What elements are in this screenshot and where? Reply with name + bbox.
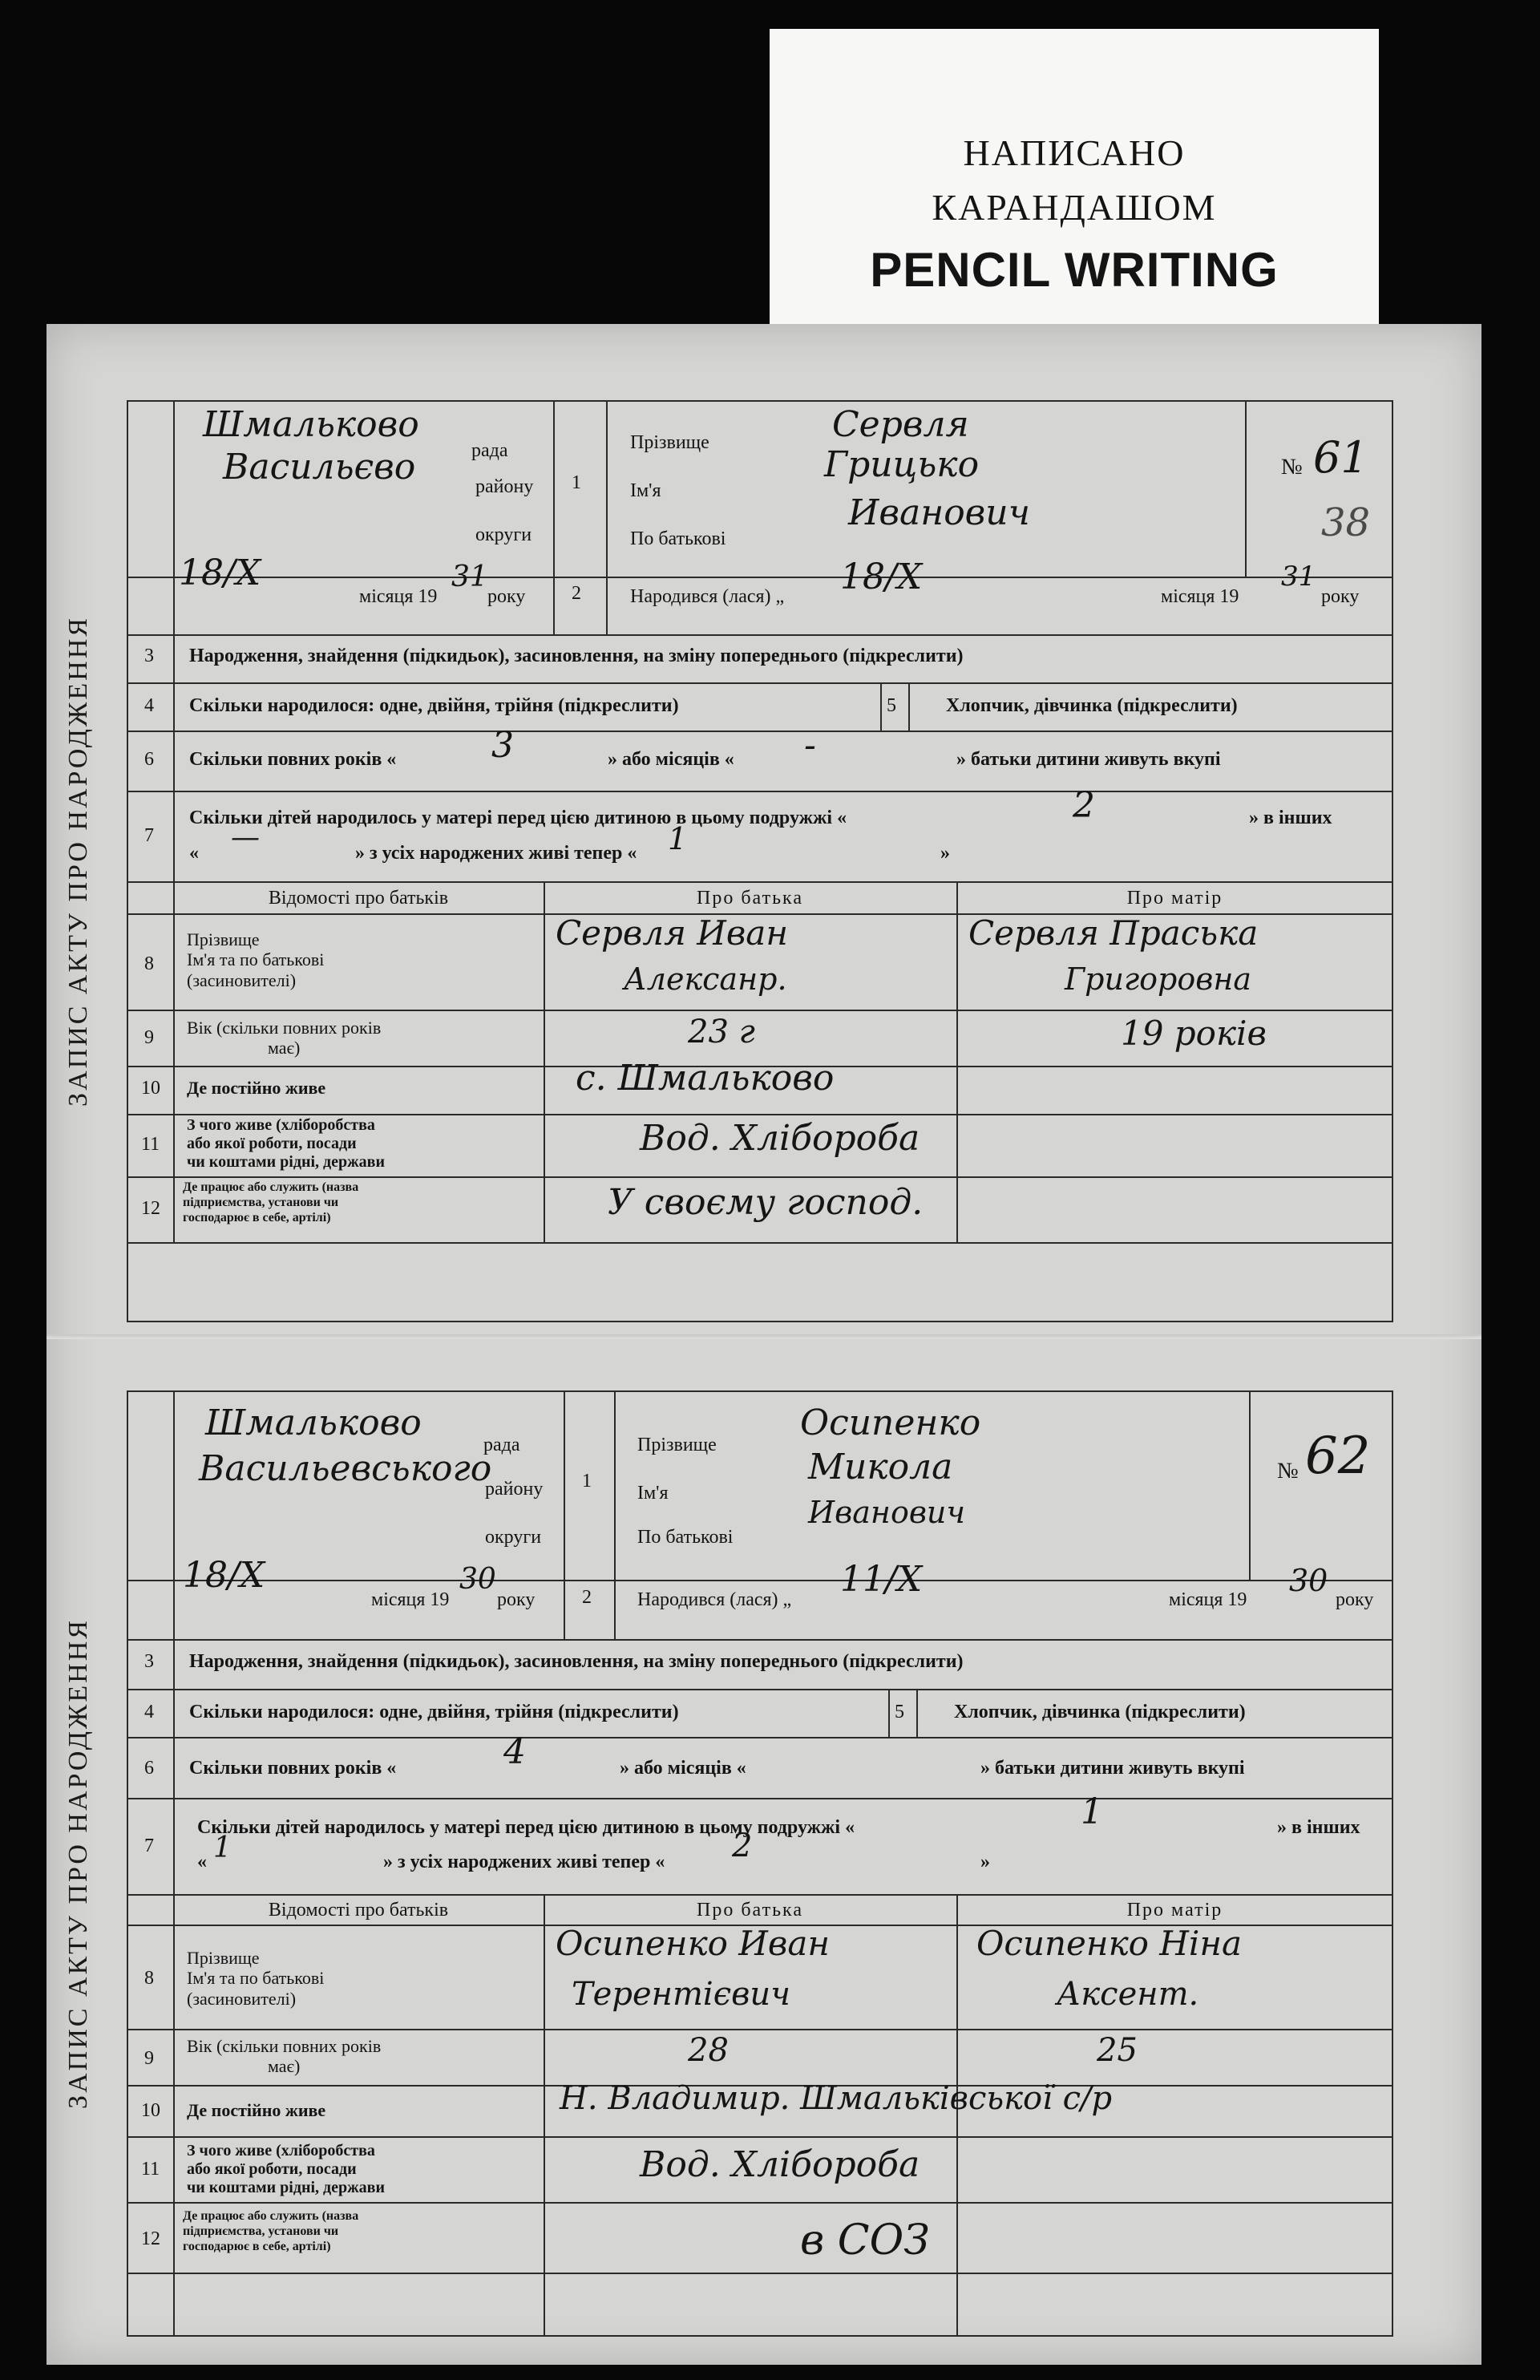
- row-num-7: 7: [144, 1836, 154, 1856]
- row3-text: Народження, знайдення (підкидьок), засиновлення, на зміну попереднього (підкреслити): [189, 646, 964, 666]
- row12-label: Де працює або служить (назва підприємства, установи чи господарює в себе, артілі): [183, 2209, 359, 2254]
- row6-b: » або місяців «: [608, 749, 734, 770]
- row10-label: Де постійно живе: [187, 1078, 326, 1098]
- name-label: Ім'я: [630, 480, 661, 501]
- row-num-4: 4: [144, 1702, 154, 1722]
- hw-mother-name-2: Аксент.: [1057, 1976, 1199, 2013]
- hw-father-name-2: Алексанр.: [624, 961, 787, 997]
- hw-residence: Н. Владимир. Шмальківської с/р: [560, 2080, 1113, 2117]
- row-num-6: 6: [144, 749, 154, 770]
- row7-d: » з усіх народжених живі тепер «: [355, 843, 637, 864]
- row-num-11: 11: [141, 2159, 160, 2180]
- hw-surname: Осипенко: [800, 1402, 981, 1443]
- hw-date: 18/X: [179, 552, 261, 593]
- hw-surname: Сервля: [832, 404, 969, 445]
- birth-record-61: [63, 400, 1393, 1322]
- row7-d: » з усіх народжених живі тепер «: [383, 1852, 665, 1872]
- birth-record-62: [63, 1390, 1393, 2337]
- row3-text: Народження, знайдення (підкидьок), засиновлення, на зміну попереднього (підкреслити): [189, 1651, 964, 1672]
- hw-raion: Васильевського: [199, 1448, 492, 1489]
- patronymic-label: По батькові: [630, 528, 726, 549]
- row9-label: Вік (скільки повних років має): [187, 1018, 382, 1058]
- document-sheet: [46, 324, 1481, 2365]
- hw-months: -: [804, 725, 816, 766]
- pencil-writing-label: [770, 29, 1379, 334]
- hw-name: Грицько: [824, 444, 980, 485]
- col-father-header: Про батька: [697, 888, 803, 909]
- raion-label: району: [485, 1479, 544, 1500]
- hw-born-day: 11/X: [840, 1559, 923, 1600]
- hw-living: Вод. Хлібороба: [640, 2144, 920, 2185]
- row7-e: »: [980, 1852, 990, 1872]
- hw-rada: Шмальково: [205, 1402, 422, 1443]
- hw-work: в СОЗ: [800, 2216, 930, 2265]
- year-label: року: [497, 1589, 536, 1610]
- raion-label: району: [475, 476, 534, 497]
- year-label: року: [487, 586, 526, 607]
- hw-patronymic: Иванович: [848, 492, 1031, 533]
- hw-children-other: 1: [213, 1832, 232, 1864]
- page-crease: [46, 1334, 1481, 1339]
- row7-c: «: [197, 1852, 207, 1872]
- row-num-9: 9: [144, 1027, 154, 1048]
- hw-rada: Шмальково: [203, 404, 419, 445]
- hw-children-before: 2: [1073, 785, 1095, 826]
- row-num-1: 1: [572, 472, 581, 493]
- row-num-4: 4: [144, 695, 154, 716]
- surname-label: Прізвище: [637, 1435, 717, 1455]
- row-num-11: 11: [141, 1134, 160, 1155]
- col-mother-header: Про матір: [1126, 888, 1223, 909]
- hw-born-day: 18/X: [840, 557, 923, 597]
- hw-father-age: 23 г: [688, 1014, 755, 1050]
- row-num-12: 12: [141, 1198, 160, 1219]
- row6-c: » батьки дитини живуть вкупі: [980, 1758, 1245, 1779]
- hw-children-before: 1: [1081, 1791, 1103, 1832]
- hw-record-number: 61: [1313, 432, 1368, 483]
- row-num-2: 2: [582, 1587, 592, 1608]
- hw-years-together: 4: [503, 1731, 526, 1772]
- patronymic-label: По батькові: [637, 1527, 734, 1548]
- hw-year: 30: [459, 1563, 496, 1596]
- row5-text: Хлопчик, дівчинка (підкреслити): [946, 695, 1238, 716]
- row11-label: З чого живе (хліборобства або якої роботи, посади чи коштами рідні, держави: [187, 1116, 385, 1171]
- row7-a: Скільки дітей народилось у матері перед цією дитиною в цьому подружжі «: [189, 808, 847, 828]
- row-num-7: 7: [144, 825, 154, 846]
- row7-a: Скільки дітей народилось у матері перед цією дитиною в цьому подружжі «: [197, 1817, 855, 1838]
- hw-mother-age: 19 років: [1121, 1014, 1267, 1053]
- row10-label: Де постійно живе: [187, 2100, 326, 2120]
- number-sign: №: [1281, 455, 1303, 480]
- row-num-5: 5: [887, 695, 896, 716]
- okrug-label: округи: [485, 1527, 542, 1548]
- born-month-label: місяця 19: [1161, 586, 1239, 607]
- month-label: місяця 19: [371, 1589, 450, 1610]
- hw-mother-name-1: Сервля Праська: [968, 913, 1259, 953]
- col-info-header: Відомості про батьків: [268, 888, 449, 909]
- col-father-header: Про батька: [697, 1900, 803, 1921]
- row-num-1: 1: [582, 1471, 592, 1492]
- hw-mother-name-2: Григоровна: [1065, 961, 1252, 997]
- row6-c: » батьки дитини живуть вкупі: [956, 749, 1221, 770]
- born-label: Народився (лася) „: [637, 1589, 792, 1610]
- row9-label: Вік (скільки повних років має): [187, 2036, 382, 2077]
- row5-text: Хлопчик, дівчинка (підкреслити): [954, 1702, 1246, 1722]
- hw-date: 18/X: [183, 1555, 265, 1596]
- col-mother-header: Про матір: [1126, 1900, 1223, 1921]
- row-num-3: 3: [144, 646, 154, 666]
- row6-a: Скільки повних років «: [189, 1758, 397, 1779]
- row-num-5: 5: [895, 1702, 904, 1722]
- row11-label: З чого живе (хліборобства або якої роботи, посади чи коштами рідні, держави: [187, 2142, 385, 2196]
- name-label: Ім'я: [637, 1483, 669, 1504]
- side-title: ЗАПИС АКТУ ПРО НАРОДЖЕННЯ: [63, 1618, 93, 2109]
- row7-c: «: [189, 843, 199, 864]
- row-num-10: 10: [141, 1078, 160, 1099]
- hw-residence: с. Шмальково: [576, 1058, 835, 1099]
- hw-born-year: 31: [1281, 561, 1316, 593]
- row-num-2: 2: [572, 583, 581, 604]
- row-num-6: 6: [144, 1758, 154, 1779]
- hw-children-other: —: [231, 821, 260, 854]
- surname-label: Прізвище: [630, 432, 709, 453]
- label-line-2: КАРАНДАШОМ: [932, 187, 1217, 228]
- row7-b: » в інших: [1249, 808, 1332, 828]
- row4-text: Скільки народилося: одне, двійня, трійня (підкреслити): [189, 695, 679, 716]
- row6-a: Скільки повних років «: [189, 749, 397, 770]
- row7-b: » в інших: [1277, 1817, 1360, 1838]
- hw-patronymic: Иванович: [808, 1495, 966, 1530]
- hw-mother-name-1: Осипенко Ніна: [976, 1924, 1243, 1963]
- row-num-8: 8: [144, 1968, 154, 1989]
- hw-raion: Васильєво: [223, 447, 416, 488]
- hw-father-name-1: Осипенко Иван: [556, 1924, 831, 1963]
- side-title: ЗАПИС АКТУ ПРО НАРОДЖЕННЯ: [63, 616, 93, 1107]
- born-label: Народився (лася) „: [630, 586, 785, 607]
- number-sign: №: [1277, 1459, 1299, 1483]
- rada-label: рада: [471, 440, 508, 461]
- label-line-3: PENCIL WRITING: [870, 243, 1279, 297]
- hw-record-number-2: 38: [1321, 500, 1371, 545]
- col-info-header: Відомості про батьків: [268, 1900, 449, 1921]
- hw-alive: 2: [732, 1828, 753, 1864]
- born-month-label: місяця 19: [1169, 1589, 1247, 1610]
- hw-year: 31: [451, 561, 488, 593]
- row12-label: Де працює або служить (назва підприємства, установи чи господарює в себе, артілі): [183, 1180, 359, 1225]
- rada-label: рада: [483, 1435, 520, 1455]
- label-line-1: НАПИСАНО: [963, 132, 1186, 173]
- row-num-9: 9: [144, 2048, 154, 2069]
- row8-label: Прізвище Ім'я та по батькові (засиновителі): [187, 929, 325, 990]
- hw-father-name-2: Терентієвич: [572, 1976, 791, 2013]
- hw-born-year: 30: [1289, 1563, 1328, 1598]
- hw-mother-age: 25: [1097, 2032, 1138, 2069]
- hw-name: Микола: [808, 1447, 953, 1488]
- row-num-8: 8: [144, 953, 154, 974]
- row-num-12: 12: [141, 2228, 160, 2249]
- hw-alive: 1: [668, 821, 688, 856]
- row4-text: Скільки народилося: одне, двійня, трійня (підкреслити): [189, 1702, 679, 1722]
- row6-b: » або місяців «: [620, 1758, 746, 1779]
- month-label: місяця 19: [359, 586, 438, 607]
- hw-father-age: 28: [688, 2032, 729, 2069]
- hw-living: Вод. Хлібороба: [640, 1118, 920, 1159]
- born-year-label: року: [1336, 1589, 1374, 1610]
- hw-father-name-1: Сервля Иван: [556, 913, 789, 953]
- row8-label: Прізвище Ім'я та по батькові (засиновителі): [187, 1948, 325, 2009]
- row-num-3: 3: [144, 1651, 154, 1672]
- hw-record-number: 62: [1305, 1427, 1371, 1486]
- row7-e: »: [940, 843, 950, 864]
- hw-work: У своєму господ.: [608, 1182, 924, 1223]
- born-year-label: року: [1321, 586, 1360, 607]
- hw-years-together: 3: [491, 725, 514, 766]
- row-num-10: 10: [141, 2100, 160, 2121]
- okrug-label: округи: [475, 524, 532, 545]
